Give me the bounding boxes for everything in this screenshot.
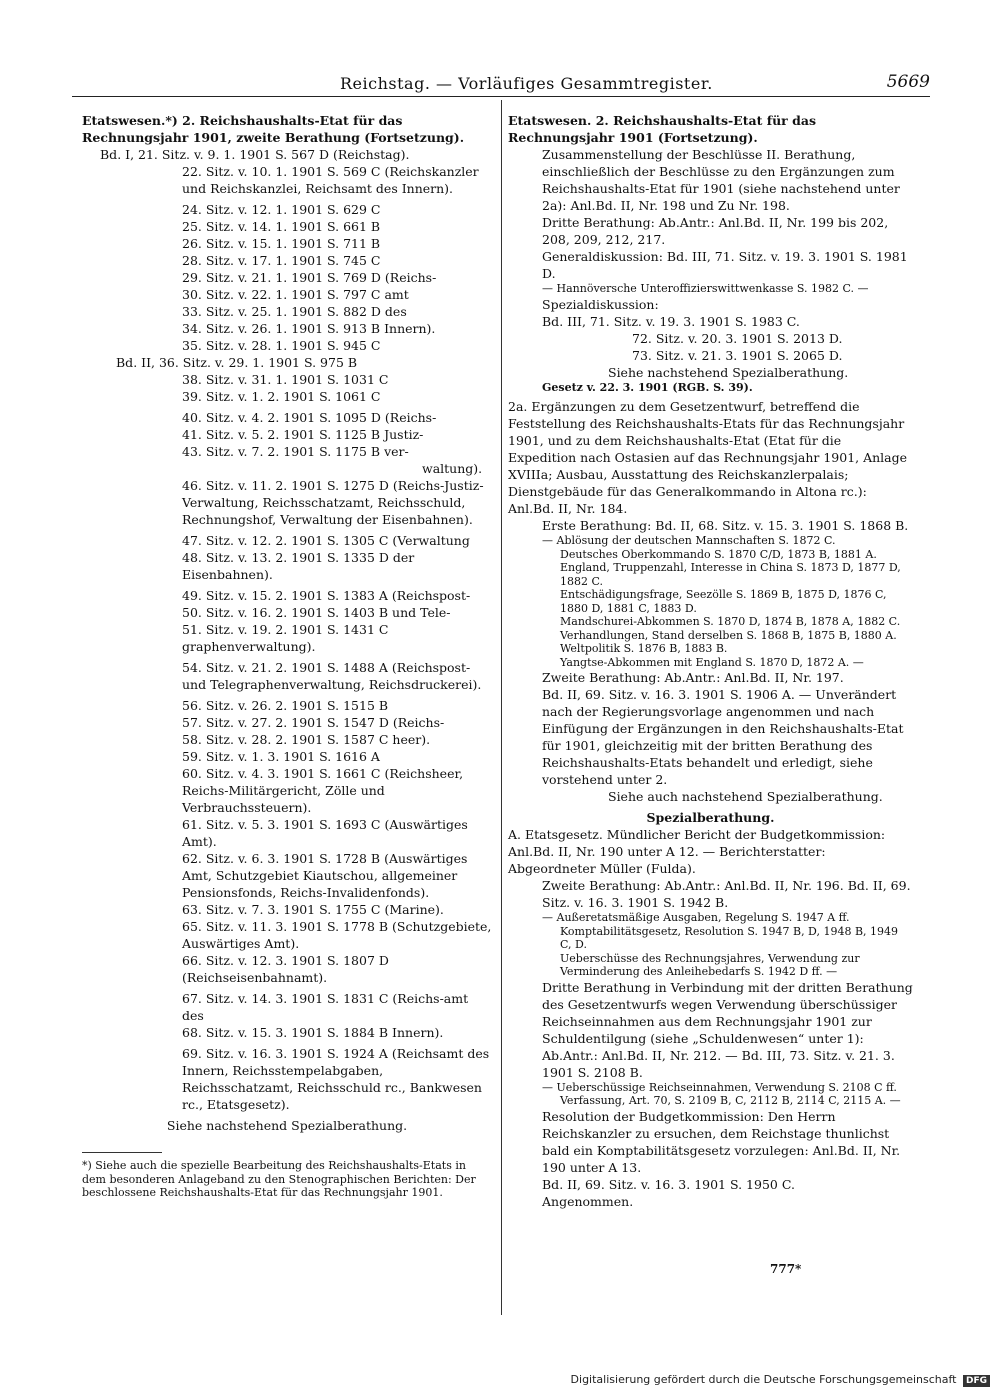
entry-line: — Ablösung der deutschen Mannschaften S. 1872 C. (542, 534, 836, 547)
entry-line: 72. Sitz. v. 20. 3. 1901 S. 2013 D. (632, 330, 843, 346)
entry-line: Bd. III, 71. Sitz. v. 19. 3. 1901 S. 1983 C. (542, 313, 800, 329)
column-divider (501, 100, 502, 1315)
entry-line: 67. Sitz. v. 14. 3. 1901 S. 1831 C (Reichs-amt des (182, 991, 469, 1023)
entry-line: 63. Sitz. v. 7. 3. 1901 S. 1755 C (Marine). (182, 902, 444, 917)
page-number: 5669 (886, 72, 930, 92)
entry-line: 29. Sitz. v. 21. 1. 1901 S. 769 D (Reichs- (182, 270, 437, 285)
entry-line: Entschädigungsfrage, Seezölle S. 1869 B, 1875 D, 1876 C, 1880 D, 1881 C, 1883 D. (560, 588, 887, 615)
entry-line: Spezialdiskussion: (542, 296, 659, 312)
entry-line: Ueberschüsse des Rechnungsjahres, Verwendung zur Verminderung des Anleihebedarfs S. 1942 D ff. — (560, 951, 860, 978)
entry-intro: Etatswesen. 2. Reichshaushalts-Etat für das Rechnungsjahr 1901 (Fortsetzung). (508, 113, 816, 145)
entry-line: Yangtse-Abkommen mit England S. 1870 D, 1872 A. — (560, 655, 864, 669)
entry-line: 69. Sitz. v. 16. 3. 1901 S. 1924 A (Reichsamt des Innern, Reichsstempelabgaben, Reichsschatzamt, Reichsschuld rc., Bankwesen rc., Etatsgesetz). (182, 1046, 490, 1112)
header-rule (72, 96, 930, 97)
entry-line: 43. Sitz. v. 7. 2. 1901 S. 1175 B ver- (182, 444, 409, 459)
entry-line: 61. Sitz. v. 5. 3. 1901 S. 1693 C (Auswärtiges Amt). (182, 817, 468, 849)
entry-line: Deutsches Oberkommando S. 1870 C/D, 1873 B, 1881 A. (560, 547, 877, 561)
entry-line: Dritte Berathung: Ab.Antr.: Anl.Bd. II, Nr. 199 bis 202, 208, 209, 212, 217. (542, 215, 889, 247)
entry-line: 2a. Ergänzungen zu dem Gesetzentwurf, betreffend die Feststellung des Reichshaushalts-Etats für das Rechnungsjahr 1901, und zu dem Reichshaushalts-Etat (Etat für die Expedition nach Ostasien auf das Rechnungsjahr 1901, Anlage XVIIIa; Ausbau, Ausstattung des Reichskanzlerpalais; Dienstgebäude für das Generalkommando in Altona rc.): Anl.Bd. II, Nr. 184. (508, 399, 908, 516)
entry-line: waltung). (422, 461, 483, 476)
section-heading: Spezialberathung. (646, 810, 775, 825)
entry-line: 49. Sitz. v. 15. 2. 1901 S. 1383 A (Reichspost- (182, 588, 471, 603)
entry-line: England, Truppenzahl, Interesse in China S. 1873 D, 1877 D, 1882 C. (560, 561, 901, 588)
entry-line: 24. Sitz. v. 12. 1. 1901 S. 629 C (182, 202, 381, 217)
entry-line: Bd. II, 36. Sitz. v. 29. 1. 1901 S. 975 B (116, 355, 358, 370)
entry-line: 59. Sitz. v. 1. 3. 1901 S. 1616 A (182, 749, 380, 764)
entry-line: 58. Sitz. v. 28. 2. 1901 S. 1587 C heer). (182, 732, 431, 747)
entry-line: 28. Sitz. v. 17. 1. 1901 S. 745 C (182, 253, 381, 268)
entry-line: 40. Sitz. v. 4. 2. 1901 S. 1095 D (Reichs- (182, 410, 437, 425)
entry-line: 35. Sitz. v. 28. 1. 1901 S. 945 C (182, 338, 381, 353)
see-also: Siehe nachstehend Spezialberathung. (166, 1118, 408, 1133)
entry-line: 30. Sitz. v. 22. 1. 1901 S. 797 C amt (182, 287, 409, 302)
entry-line: Angenommen. (542, 1193, 634, 1209)
entry-line: Erste Berathung: Bd. II, 68. Sitz. v. 15. 3. 1901 S. 1868 B. (542, 518, 909, 533)
right-column (508, 112, 913, 1210)
entry-line: 68. Sitz. v. 15. 3. 1901 S. 1884 B Innern). (182, 1025, 444, 1040)
entry-line: Gesetz v. 22. 3. 1901 (RGB. S. 39). (542, 380, 753, 394)
entry-line: 65. Sitz. v. 11. 3. 1901 S. 1778 B (Schutzgebiete, Auswärtiges Amt). (182, 919, 492, 951)
entry-line: 25. Sitz. v. 14. 1. 1901 S. 661 B (182, 219, 381, 234)
dfg-logo: DFG (963, 1375, 990, 1387)
entry-line: 22. Sitz. v. 10. 1. 1901 S. 569 C (Reichskanzler und Reichskanzlei, Reichsamt des Innern). (182, 164, 479, 196)
entry-line: 62. Sitz. v. 6. 3. 1901 S. 1728 B (Auswärtiges Amt, Schutzgebiet Kiautschou, allgemeiner Pensionsfonds, Reichs-Invalidenfonds). (182, 851, 468, 900)
entry-line: Generaldiskussion: Bd. III, 71. Sitz. v. 19. 3. 1901 S. 1981 D. (542, 249, 908, 281)
entry-line: Mandschurei-Abkommen S. 1870 D, 1874 B, 1878 A, 1882 C. (560, 615, 901, 628)
entry-line: — Ueberschüssige Reichseinnahmen, Verwendung S. 2108 C ff. (542, 1080, 897, 1094)
entry-line: 39. Sitz. v. 1. 2. 1901 S. 1061 C (182, 389, 381, 404)
entry-line: Zweite Berathung: Ab.Antr.: Anl.Bd. II, Nr. 196. Bd. II, 69. Sitz. v. 16. 3. 1901 S. 1942 B. (542, 878, 911, 910)
entry-line: Siehe auch nachstehend Spezialberathung. (608, 789, 883, 804)
entry-line: 41. Sitz. v. 5. 2. 1901 S. 1125 B Justiz- (182, 427, 424, 442)
entry-line: 26. Sitz. v. 15. 1. 1901 S. 711 B (182, 236, 381, 251)
entry-line: 33. Sitz. v. 25. 1. 1901 S. 882 D des (182, 304, 407, 319)
entry-line: Bd. I, 21. Sitz. v. 9. 1. 1901 S. 567 D (Reichstag). (100, 147, 410, 162)
page-header (70, 70, 930, 98)
entry-line: Verfassung, Art. 70, S. 2109 B, C, 2112 B, 2114 C, 2115 A. — (560, 1094, 901, 1107)
signature-mark: 777* (770, 1262, 802, 1276)
entry-line: — Außeretatsmäßige Ausgaben, Regelung S. 1947 A ff. (542, 911, 850, 924)
entry-line: 47. Sitz. v. 12. 2. 1901 S. 1305 C (Verwaltung (182, 533, 470, 548)
entry-line: 46. Sitz. v. 11. 2. 1901 S. 1275 D (Reichs-Justiz-Verwaltung, Reichsschatzamt, Reichsschuld, Rechnungshof, Verwaltung der Eisenbahnen). (182, 478, 484, 527)
entry-intro: Etatswesen.*) 2. Reichshaushalts-Etat für das Rechnungsjahr 1901, zweite Berathung (Fortsetzung). (82, 113, 465, 145)
entry-line: 34. Sitz. v. 26. 1. 1901 S. 913 B Innern). (182, 321, 436, 336)
entry-line: Komptabilitätsgesetz, Resolution S. 1947 B, D, 1948 B, 1949 C, D. (560, 924, 899, 951)
entry-line: 48. Sitz. v. 13. 2. 1901 S. 1335 D der Eisenbahnen). (182, 550, 415, 582)
footer-text: Digitalisierung gefördert durch die Deutsche Forschungsgemeinschaft (570, 1373, 957, 1386)
running-title: Reichstag. — Vorläufiges Gesammtregister. (340, 74, 713, 93)
entry-line: A. Etatsgesetz. Mündlicher Bericht der Budgetkommission: Anl.Bd. II, Nr. 190 unter A 12. — Berichterstatter: Abgeordneter Müller (Fulda). (508, 827, 886, 876)
entry-line: Verhandlungen, Stand derselben S. 1868 B, 1875 B, 1880 A. (560, 628, 897, 642)
entry-line: Siehe nachstehend Spezialberathung. (608, 364, 849, 380)
entry-line: Bd. II, 69. Sitz. v. 16. 3. 1901 S. 1906 A. — Unverändert nach der Regierungsvorlage angenommen und nach Einfügung der Ergänzungen in den Reichshaushalts-Etat für 1901, gleichzeitig mit der britten Berathung des Reichshaushalts-Etats behandelt und erledigt, siehe vorstehend unter 2. (542, 687, 904, 787)
footnote-rule (82, 1152, 162, 1153)
entry-line: Bd. II, 69. Sitz. v. 16. 3. 1901 S. 1950 C. (542, 1176, 795, 1192)
entry-line: Weltpolitik S. 1876 B, 1883 B. (560, 642, 728, 655)
entry-line: 57. Sitz. v. 27. 2. 1901 S. 1547 D (Reichs- (182, 715, 445, 730)
footer (571, 1373, 990, 1387)
left-column (82, 112, 492, 1200)
entry-line: 38. Sitz. v. 31. 1. 1901 S. 1031 C (182, 372, 389, 387)
entry-line: 56. Sitz. v. 26. 2. 1901 S. 1515 B (182, 698, 389, 713)
entry-line: 51. Sitz. v. 19. 2. 1901 S. 1431 C graphenverwaltung). (182, 622, 389, 654)
entry-line: — Hannöversche Unteroffizierswittwenkasse S. 1982 C. — (542, 282, 869, 295)
entry-line: Dritte Berathung in Verbindung mit der dritten Berathung des Gesetzentwurfs wegen Verwendung überschüssiger Reichseinnahmen aus dem Rechnungsjahr 1901 zur Schuldentilgung (siehe „Schuldenwesen“ unter 1): Ab.Antr.: Anl.Bd. II, Nr. 212. — Bd. III, 73. Sitz. v. 21. 3. 1901 S. 2108 B. (542, 979, 913, 1080)
entry-line: Zweite Berathung: Ab.Antr.: Anl.Bd. II, Nr. 197. (542, 670, 844, 685)
entry-line: Resolution der Budgetkommission: Den Herrn Reichskanzler zu ersuchen, dem Reichstage thunlichst bald ein Komptabilitätsgesetz vorzulegen: Anl.Bd. II, Nr. 190 unter A 13. (542, 1108, 901, 1175)
entry-line: 54. Sitz. v. 21. 2. 1901 S. 1488 A (Reichspost- und Telegraphenverwaltung, Reichsdruckerei). (182, 660, 482, 692)
entry-line: 73. Sitz. v. 21. 3. 1901 S. 2065 D. (632, 347, 843, 363)
entry-line: 50. Sitz. v. 16. 2. 1901 S. 1403 B und Tele- (182, 605, 451, 620)
entry-line: 60. Sitz. v. 4. 3. 1901 S. 1661 C (Reichsheer, Reichs-Militärgericht, Zölle und Verbrauchssteuern). (182, 766, 464, 815)
footnote: *) Siehe auch die spezielle Bearbeitung des Reichshaushalts-Etats in dem besonderen Anlageband zu den Stenographischen Berichten: Der beschlossene Reichshaushalts-Etat für das Rechnungsjahr 1901. (82, 1159, 476, 1199)
entry-line: 66. Sitz. v. 12. 3. 1901 S. 1807 D (Reichseisenbahnamt). (182, 953, 389, 985)
entry-line: Zusammenstellung der Beschlüsse II. Berathung, einschließlich der Beschlüsse zu den Ergänzungen zum Reichshaushalts-Etat für 1901 (siehe nachstehend unter 2a): Anl.Bd. II, Nr. 198 und Zu Nr. 198. (542, 147, 900, 213)
